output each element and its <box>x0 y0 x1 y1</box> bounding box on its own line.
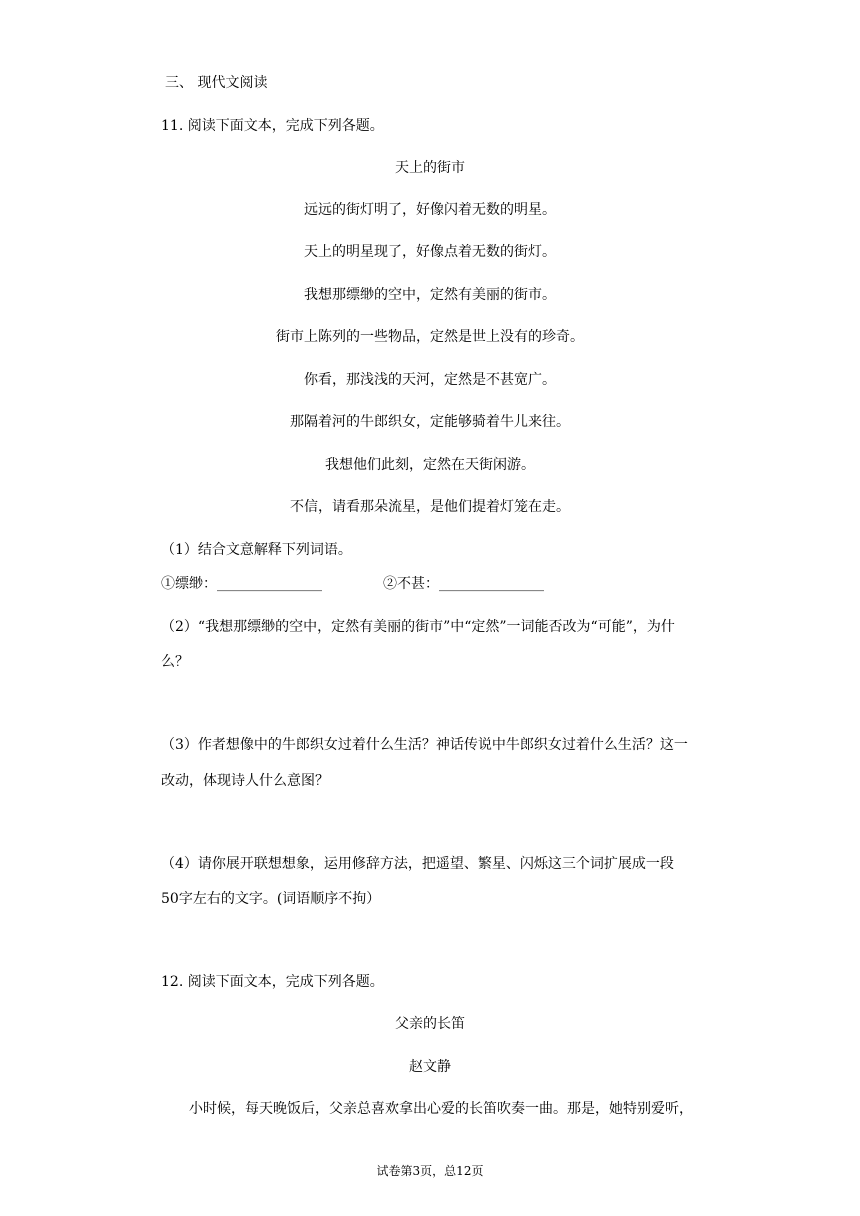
poem-line: 天上的明星现了，好像点着无数的街灯。 <box>304 244 556 260</box>
poem-line: 不信，请看那朵流星，是他们提着灯笼在走。 <box>290 499 570 515</box>
poem-line: 那隔着河的牛郎织女，定能够骑着牛儿来往。 <box>290 414 570 430</box>
subquestion-3-line-1: （3）作者想像中的牛郎织女过着什么生活？神话传说中牛郎织女过着什么生活？这一 <box>161 737 688 753</box>
poem-line: 远远的街灯明了，好像闪着无数的明星。 <box>304 202 556 218</box>
subquestion-1-item-1: ①缥缈：_______________ <box>161 576 322 592</box>
passage-paragraph: 小时候，每天晚饭后，父亲总喜欢拿出心爱的长笛吹奏一曲。那是，她特别爱听， <box>189 1101 693 1117</box>
question-12-intro: 12. 阅读下面文本，完成下列各题。 <box>161 974 384 990</box>
subquestion-3-line-2: 改动，体现诗人什么意图？ <box>161 773 329 789</box>
passage-title: 父亲的长笛 <box>395 1016 465 1032</box>
page-footer: 试卷第3页，总12页 <box>376 1164 484 1178</box>
passage-author: 赵文静 <box>409 1059 451 1075</box>
poem-line: 街市上陈列的一些物品，定然是世上没有的珍奇。 <box>276 329 584 345</box>
subquestion-2-line-1: （2）“我想那缥缈的空中，定然有美丽的街市”中“定然”一词能否改为“可能”，为什 <box>161 619 675 635</box>
subquestion-1-prompt: （1）结合文意解释下列词语。 <box>161 542 352 558</box>
question-11-intro: 11. 阅读下面文本，完成下列各题。 <box>161 118 384 134</box>
poem-line: 你看，那浅浅的天河，定然是不甚宽广。 <box>304 372 556 388</box>
poem-line: 我想那缥缈的空中，定然有美丽的街市。 <box>304 287 556 303</box>
subquestion-1-item-2: ②不甚：_______________ <box>383 576 544 592</box>
subquestion-4-line-2: 50字左右的文字。(词语顺序不拘） <box>161 891 381 907</box>
poem-line: 我想他们此刻，定然在天街闲游。 <box>325 457 535 473</box>
section-heading: 三、 现代文阅读 <box>165 75 268 91</box>
subquestion-2-line-2: 么？ <box>161 654 189 670</box>
poem-title: 天上的街市 <box>395 160 465 176</box>
subquestion-4-line-1: （4）请你展开联想想象，运用修辞方法，把遥望、繁星、闪烁这三个词扩展成一段 <box>161 856 674 872</box>
